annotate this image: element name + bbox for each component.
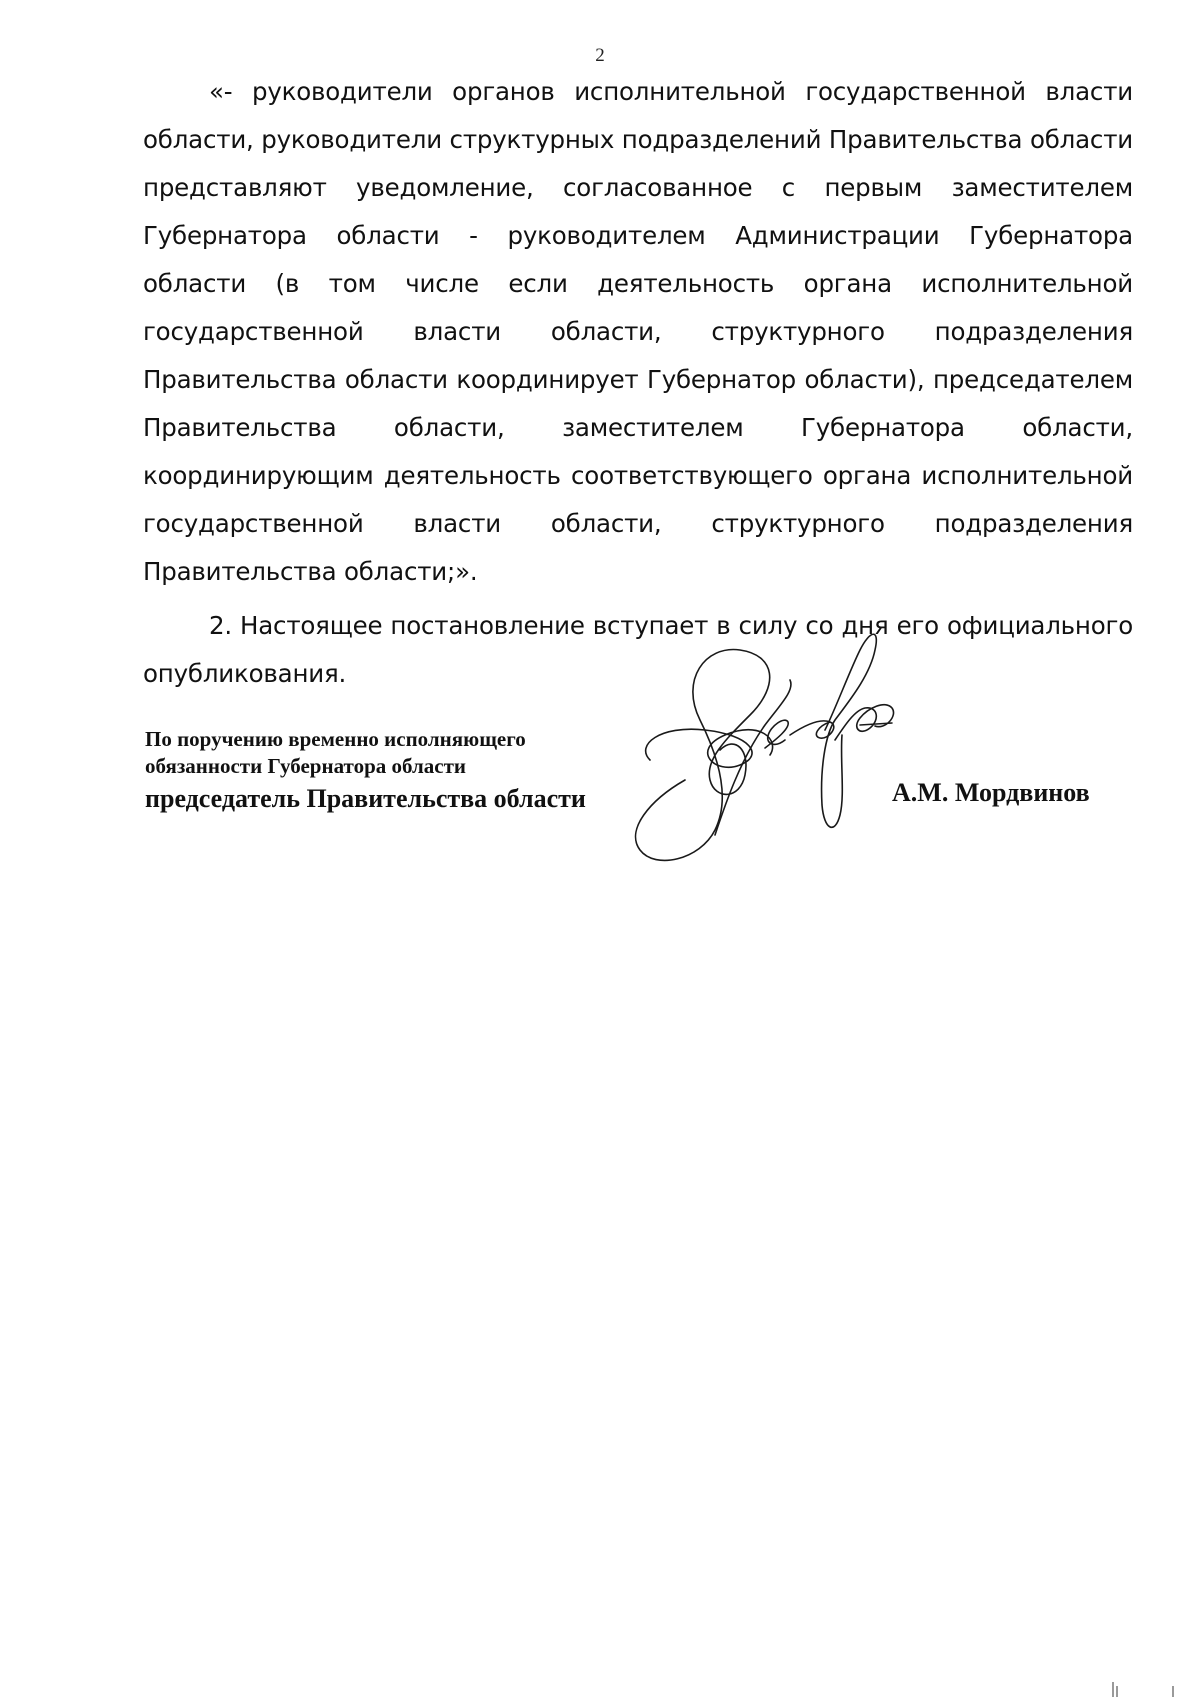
scan-artifact (1112, 1682, 1114, 1697)
signatory-title-line-1: По поручению временно исполняющего (145, 727, 526, 751)
document-body (143, 68, 1133, 698)
paragraph-entry-into-force: 2. Настоящее постановление вступает в силу со дня его официального опубликования. (143, 611, 1133, 688)
scan-artifact (1116, 1686, 1118, 1697)
scan-artifact (1172, 1686, 1174, 1697)
signatory-title-line-2: обязанности Губернатора области (145, 754, 466, 778)
signatory-position: председатель Правительства области (145, 784, 586, 813)
signatory-name: А.М. Мордвинов (892, 778, 1090, 807)
page-number: 2 (595, 45, 605, 66)
handwritten-signature-icon (630, 630, 940, 890)
paragraph-notification-rule: «- руководители органов исполнительной государственной власти области, руководители структурных подразделений Правительства области представляют уведомление, согласованное с первым заместителем Губернатора области - руководителем Администрации Губернатора области (в том числе если деятельность органа исполнительной государственной власти области, структурного подразделения Правительства области координирует Губернатор области), председателем Правительства области, заместителем Губернатора области, координирующим деятельность соответствующего органа исполнительной государственной власти области, структурного подразделения Правительства области;». (143, 77, 1133, 586)
signatory-title-block (145, 726, 586, 816)
